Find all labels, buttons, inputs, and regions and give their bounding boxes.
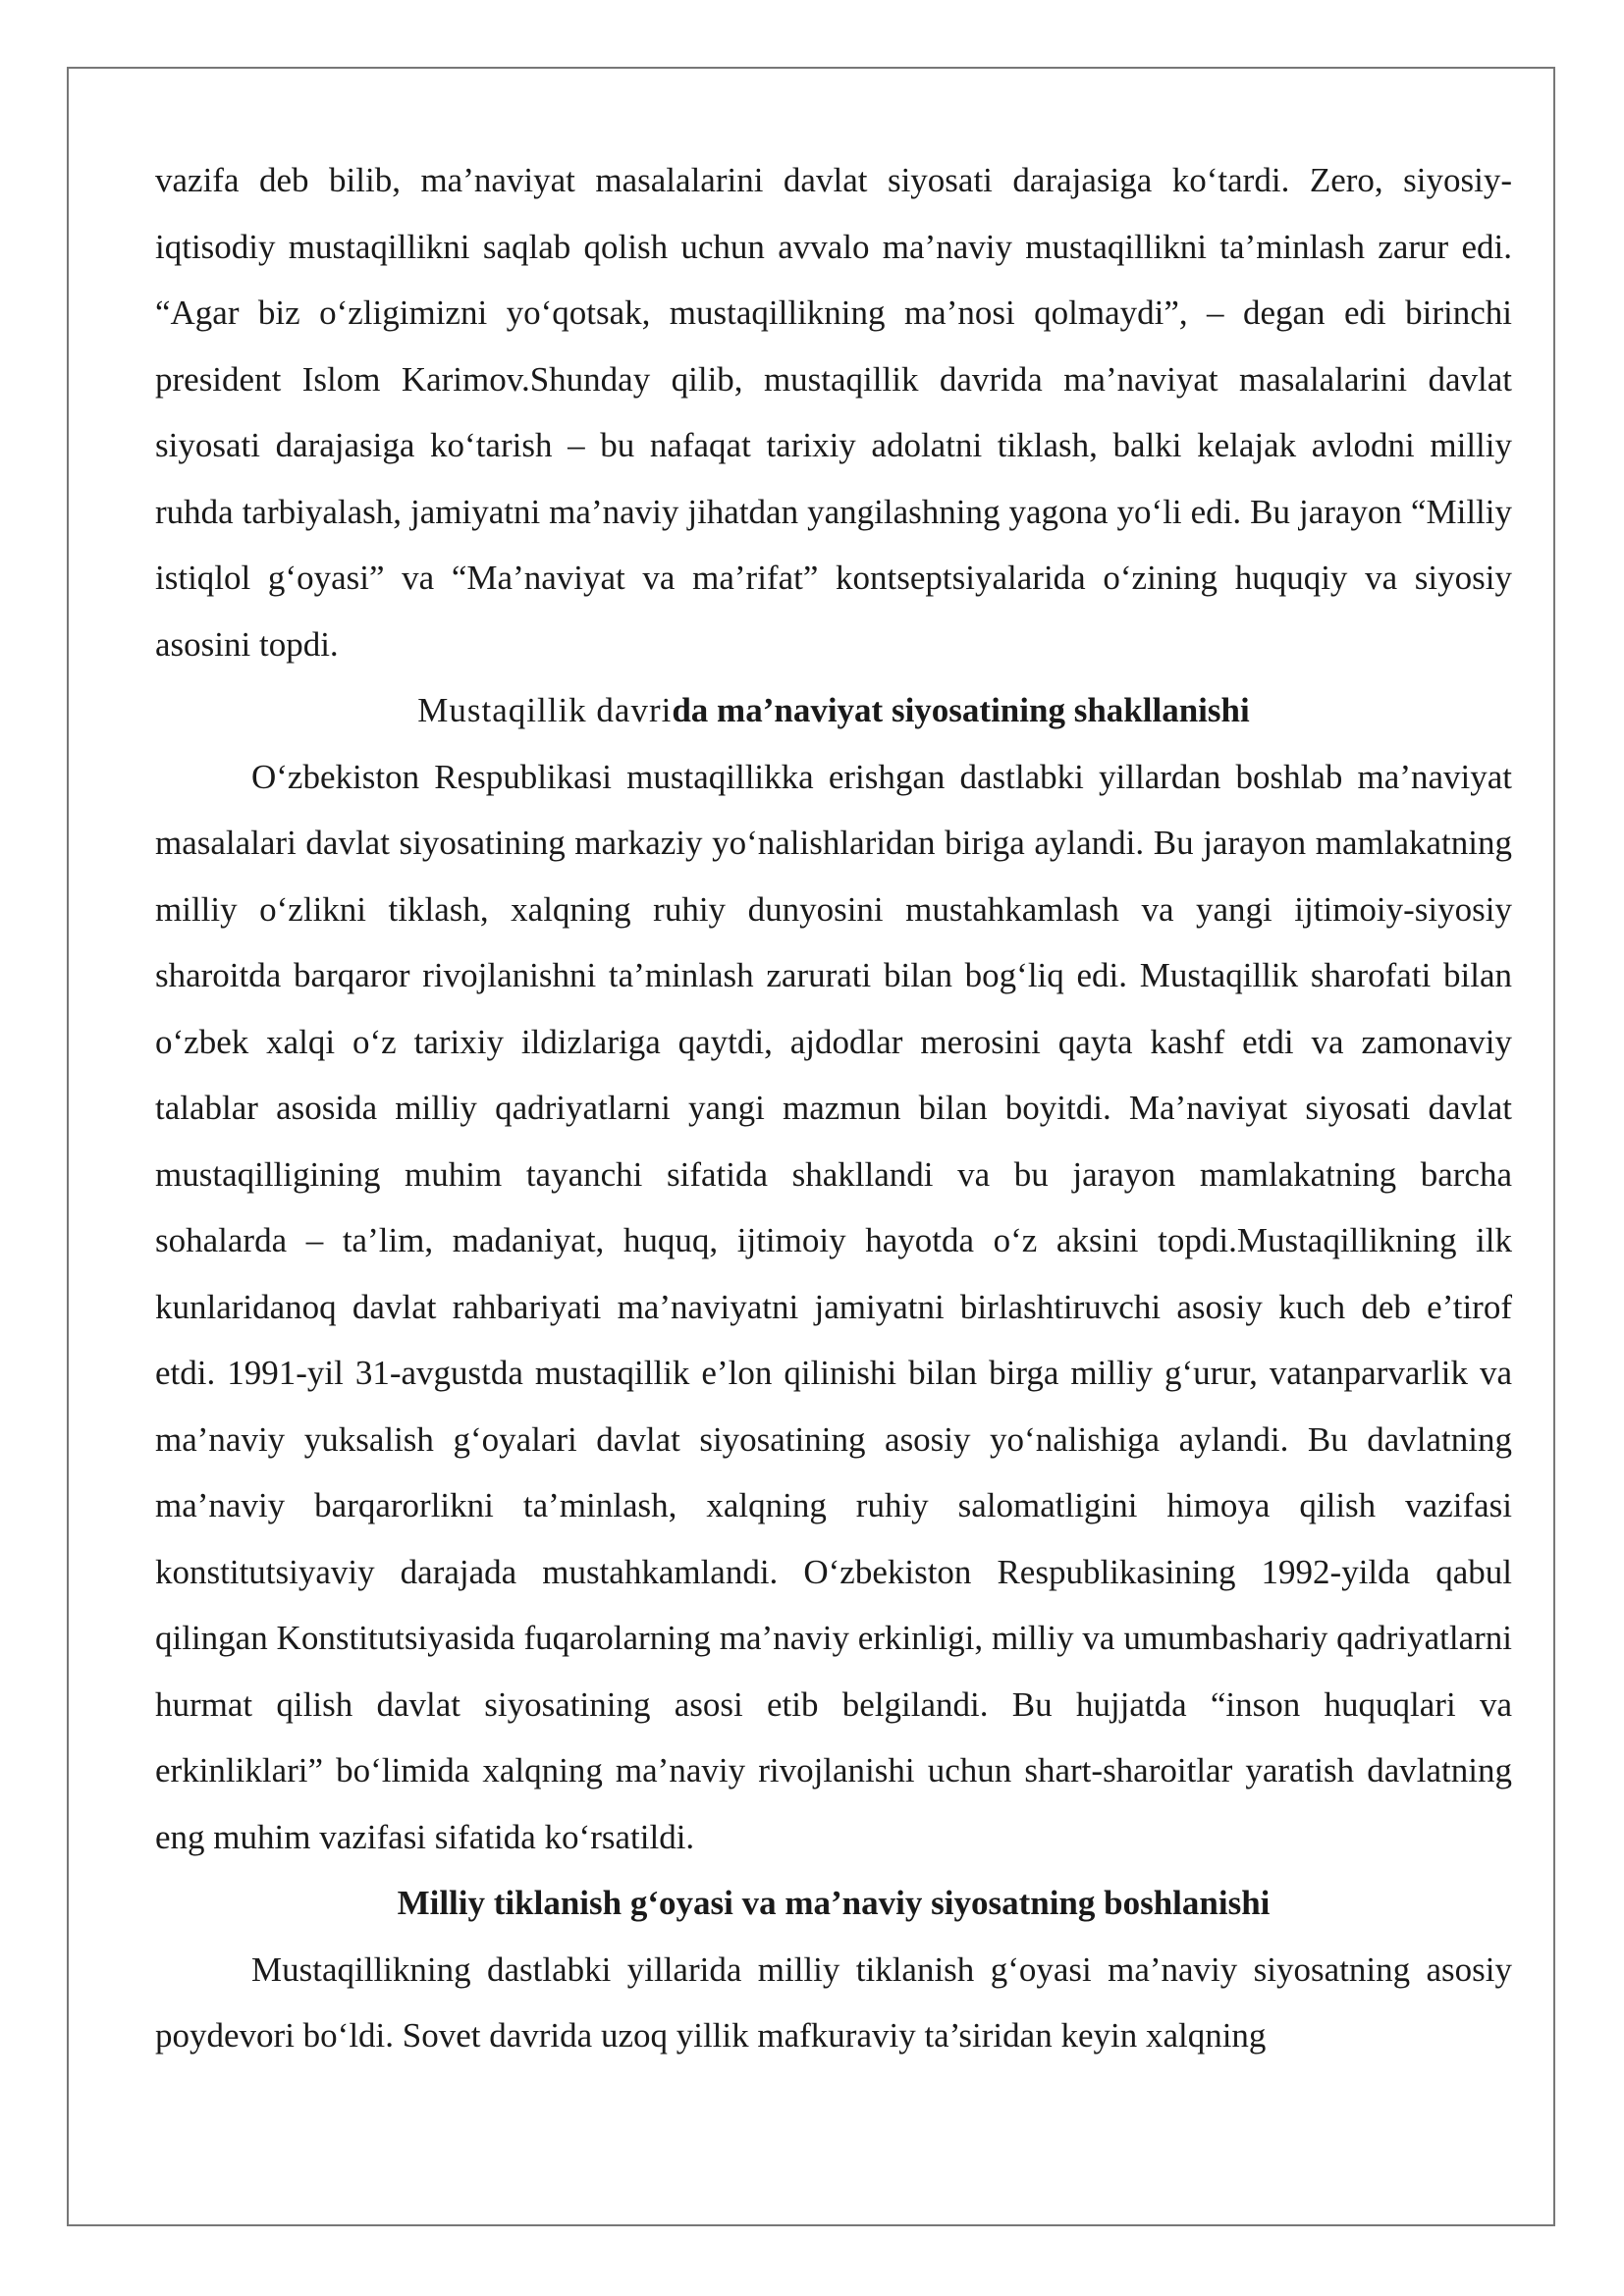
heading-bold-part: da ma’naviyat siyosatining shakllanishi [672,691,1250,729]
heading-light-part: Mustaqillik davri [417,691,673,729]
paragraph: O‘zbekiston Respublikasi mustaqillikka erishgan dastlabki yillardan boshlab ma’naviyat masalalari davlat siyosatining markaziy yo‘nalishlaridan biriga aylandi. Bu jarayon mamlakatning milliy o‘zlikni tiklash, xalqning ruhiy dunyosini mustahkamlash va yangi ijtimoiy-siyosiy sharoitda barqaror rivojlanishni ta’minlash zarurati bilan bog‘liq edi. Mustaqillik sharofati bilan o‘zbek xalqi o‘z tarixiy ildizlariga qaytdi, ajdodlar merosini qayta kashf etdi va zamonaviy talablar asosida milliy qadriyatlarni yangi mazmun bilan boyitdi. Ma’naviyat siyosati davlat mustaqilligining muhim tayanchi sifatida shakllandi va bu jarayon mamlakatning barcha sohalarda – ta’lim, madaniyat, huquq, ijtimoiy hayotda o‘z aksini topdi.Mustaqillikning ilk kunlaridanoq davlat rahbariyati ma’naviyatni jamiyatni birlashtiruvchi asosiy kuch deb e’tirof etdi. 1991-yil 31-avgustda mustaqillik e’lon qilinishi bilan birga milliy g‘urur, vatanparvarlik va ma’naviy yuksalish g‘oyalari davlat siyosatining asosiy yo‘nalishiga aylandi. Bu davlatning ma’naviy barqarorlikni ta’minlash, xalqning ruhiy salomatligini himoya qilish vazifasi konstitutsiyaviy darajada mustahkamlandi. O‘zbekiston Respublikasining 1992-yilda qabul qilingan Konstitutsiyasida fuqarolarning ma’naviy erkinligi, milliy va umumbashariy qadriyatlarni hurmat qilish davlat siyosatining asosi etib belgilandi. Bu hujjatda “inson huquqlari va erkinliklari” bo‘limida xalqning ma’naviy rivojlanishi uchun shart-sharoitlar yaratish davlatning eng muhim vazifasi sifatida ko‘rsatildi. [155,757,1512,1856]
document-body [155,147,1512,2069]
section-heading [155,677,1512,744]
paragraph: vazifa deb bilib, ma’naviyat masalalarini davlat siyosati darajasiga ko‘tardi. Zero, siyosiy-iqtisodiy mustaqillikni saqlab qolish uchun avvalo ma’naviy mustaqillikni ta’minlash zarur edi. “Agar biz o‘zligimizni yo‘qotsak, mustaqillikning ma’nosi qolmaydi”, – degan edi birinchi president Islom Karimov.Shunday qilib, mustaqillik davrida ma’naviyat masalalarini davlat siyosati darajasiga ko‘tarish – bu nafaqat tarixiy adolatni tiklash, balki kelajak avlodni milliy ruhda tarbiyalash, jamiyatni ma’naviy jihatdan yangilashning yagona yo‘li edi. Bu jarayon “Milliy istiqlol g‘oyasi” va “Ma’naviyat va ma’rifat” kontseptsiyalarida o‘zining huquqiy va siyosiy asosini topdi. [155,161,1512,664]
paragraph: Mustaqillikning dastlabki yillarida milliy tiklanish g‘oyasi ma’naviy siyosatning asosiy poydevori bo‘ldi. Sovet davrida uzoq yillik mafkuraviy ta’siridan keyin xalqning [155,1949,1512,2055]
section-heading: Milliy tiklanish g‘oyasi va ma’naviy siyosatning boshlanishi [397,1884,1271,1922]
